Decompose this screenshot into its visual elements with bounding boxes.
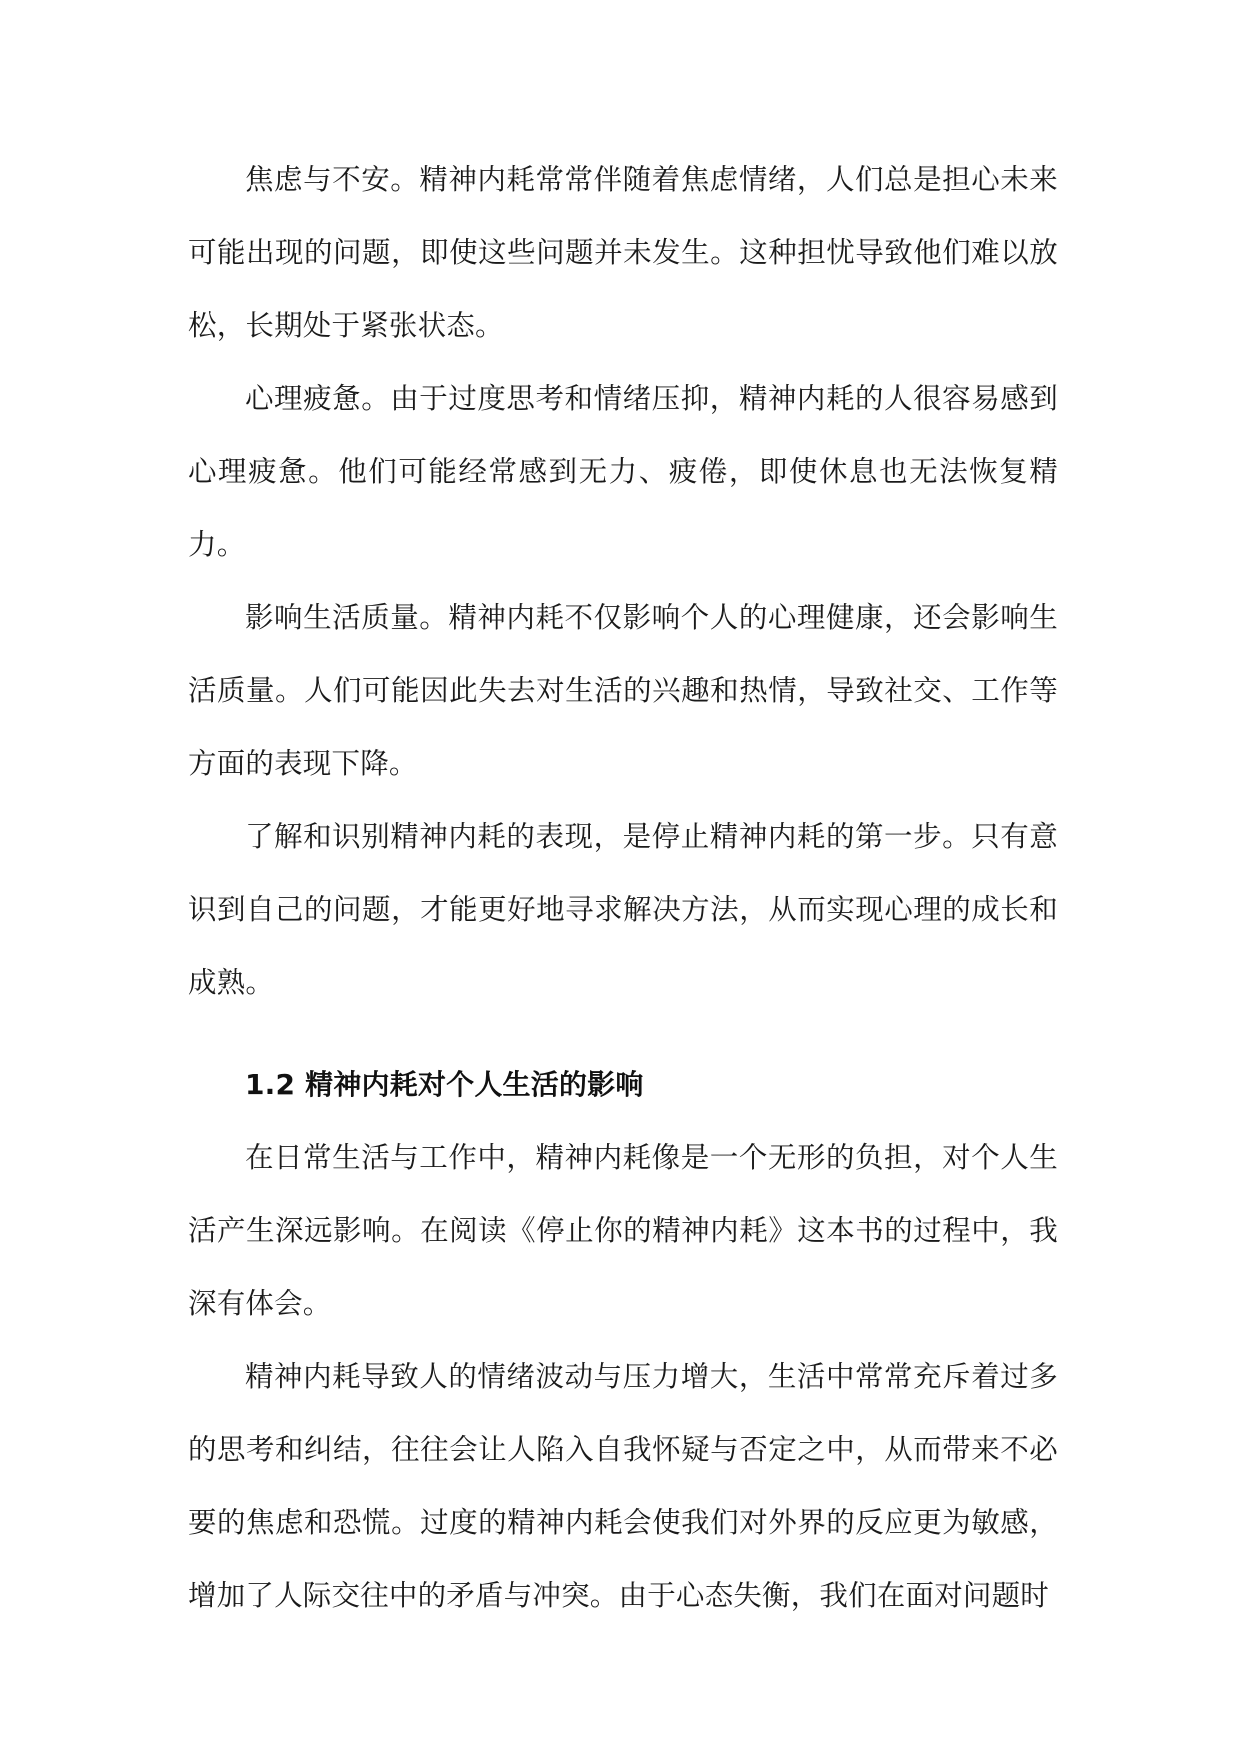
paragraph-quality-of-life: 影响生活质量。精神内耗不仅影响个人的心理健康，还会影响生活质量。人们可能因此失去对生活的兴趣和热情，导致社交、工作等方面的表现下降。 xyxy=(188,601,1058,780)
paragraph-fatigue: 心理疲惫。由于过度思考和情绪压抑，精神内耗的人很容易感到心理疲惫。他们可能经常感到无力、疲倦，即使休息也无法恢复精力。 xyxy=(188,382,1058,561)
document-body xyxy=(188,143,1058,1632)
section-heading: 1.2 精神内耗对个人生活的影响 xyxy=(245,1068,644,1101)
paragraph-recognition: 了解和识别精神内耗的表现，是停止精神内耗的第一步。只有意识到自己的问题，才能更好地寻求解决方法，从而实现心理的成长和成熟。 xyxy=(188,820,1058,999)
paragraph-anxiety: 焦虑与不安。精神内耗常常伴随着焦虑情绪，人们总是担心未来可能出现的问题，即使这些问题并未发生。这种担忧导致他们难以放松，长期处于紧张状态。 xyxy=(188,163,1058,342)
paragraph-emotional-effects: 精神内耗导致人的情绪波动与压力增大，生活中常常充斥着过多的思考和纠结，往往会让人陷入自我怀疑与否定之中，从而带来不必要的焦虑和恐慌。过度的精神内耗会使我们对外界的反应更为敏感，增加了人际交往中的矛盾与冲突。由于心态失衡，我们在面对问题时 xyxy=(188,1360,1058,1612)
paragraph-daily-life: 在日常生活与工作中，精神内耗像是一个无形的负担，对个人生活产生深远影响。在阅读《停止你的精神内耗》这本书的过程中，我深有体会。 xyxy=(188,1141,1058,1320)
